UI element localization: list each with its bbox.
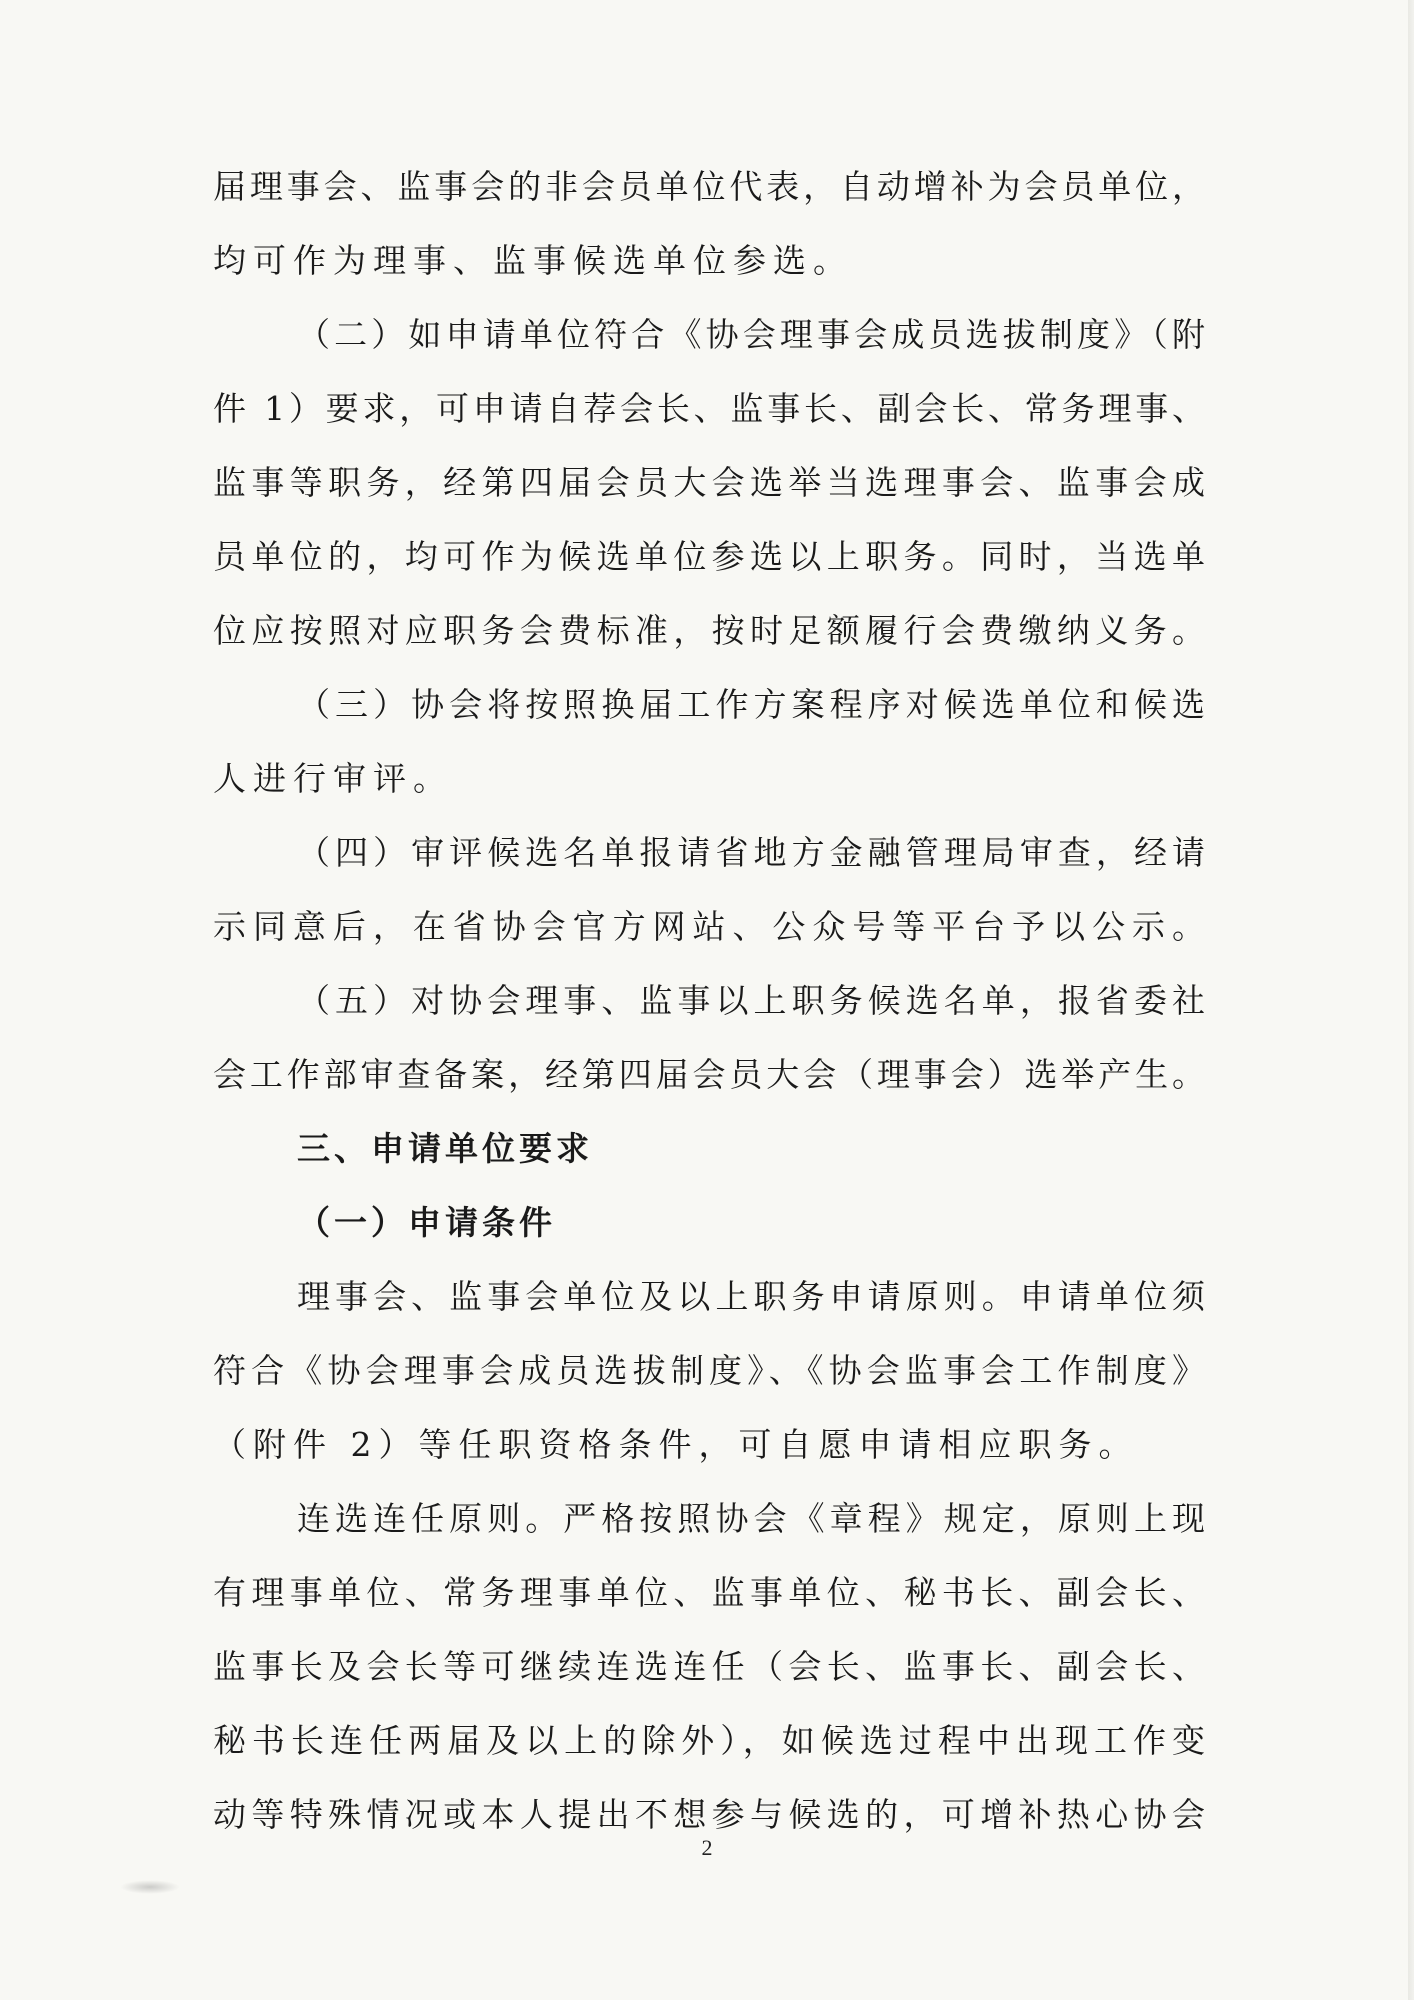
document-body [213,150,1205,1852]
text-line: 位应按照对应职务会费标准，按时足额履行会费缴纳义务。 [213,611,1205,650]
paragraph-two-first-line: （二）如申请单位符合《协会理事会成员选拔制度》（附 [297,315,1205,354]
text-line: 监事长及会长等可继续连选连任（会长、监事长、副会长、 [213,1647,1205,1686]
scan-edge [1408,0,1414,2000]
text-line: （附件 2）等任职资格条件，可自愿申请相应职务。 [213,1425,1139,1464]
scan-speck [120,1880,180,1894]
text-line: 符合《协会理事会成员选拔制度》、《协会监事会工作制度》 [213,1351,1205,1390]
text-line: 示同意后，在省协会官方网站、公众号等平台予以公示。 [213,907,1205,946]
text-line: 有理事单位、常务理事单位、监事单位、秘书长、副会长、 [213,1573,1205,1612]
text-line: 监事等职务，经第四届会员大会选举当选理事会、监事会成 [213,463,1205,502]
page-number: 2 [701,1835,713,1860]
text-line: 届理事会、监事会的非会员单位代表，自动增补为会员单位， [213,167,1205,206]
text-line: 会工作部审查备案，经第四届会员大会（理事会）选举产生。 [213,1055,1205,1094]
paragraph-three-first-line: （三）协会将按照换届工作方案程序对候选单位和候选 [297,685,1205,724]
paragraph-reelection-first-line: 连选连任原则。严格按照协会《章程》规定，原则上现 [297,1499,1205,1538]
section-heading: 三、申请单位要求 [297,1129,593,1168]
text-line: 秘书长连任两届及以上的除外），如候选过程中出现工作变 [213,1721,1205,1760]
text-line: 均可作为理事、监事候选单位参选。 [213,241,853,280]
text-line: 件 1）要求，可申请自荐会长、监事长、副会长、常务理事、 [213,389,1205,428]
text-line: 人进行审评。 [213,759,453,798]
text-line: 动等特殊情况或本人提出不想参与候选的，可增补热心协会 [213,1795,1205,1834]
subsection-heading: （一）申请条件 [297,1203,556,1242]
text-line: 员单位的，均可作为候选单位参选以上职务。同时，当选单 [213,537,1205,576]
paragraph-application-principle-first-line: 理事会、监事会单位及以上职务申请原则。申请单位须 [297,1277,1205,1316]
paragraph-four-first-line: （四）审评候选名单报请省地方金融管理局审查，经请 [297,833,1205,872]
paragraph-five-first-line: （五）对协会理事、监事以上职务候选名单，报省委社 [297,981,1205,1020]
